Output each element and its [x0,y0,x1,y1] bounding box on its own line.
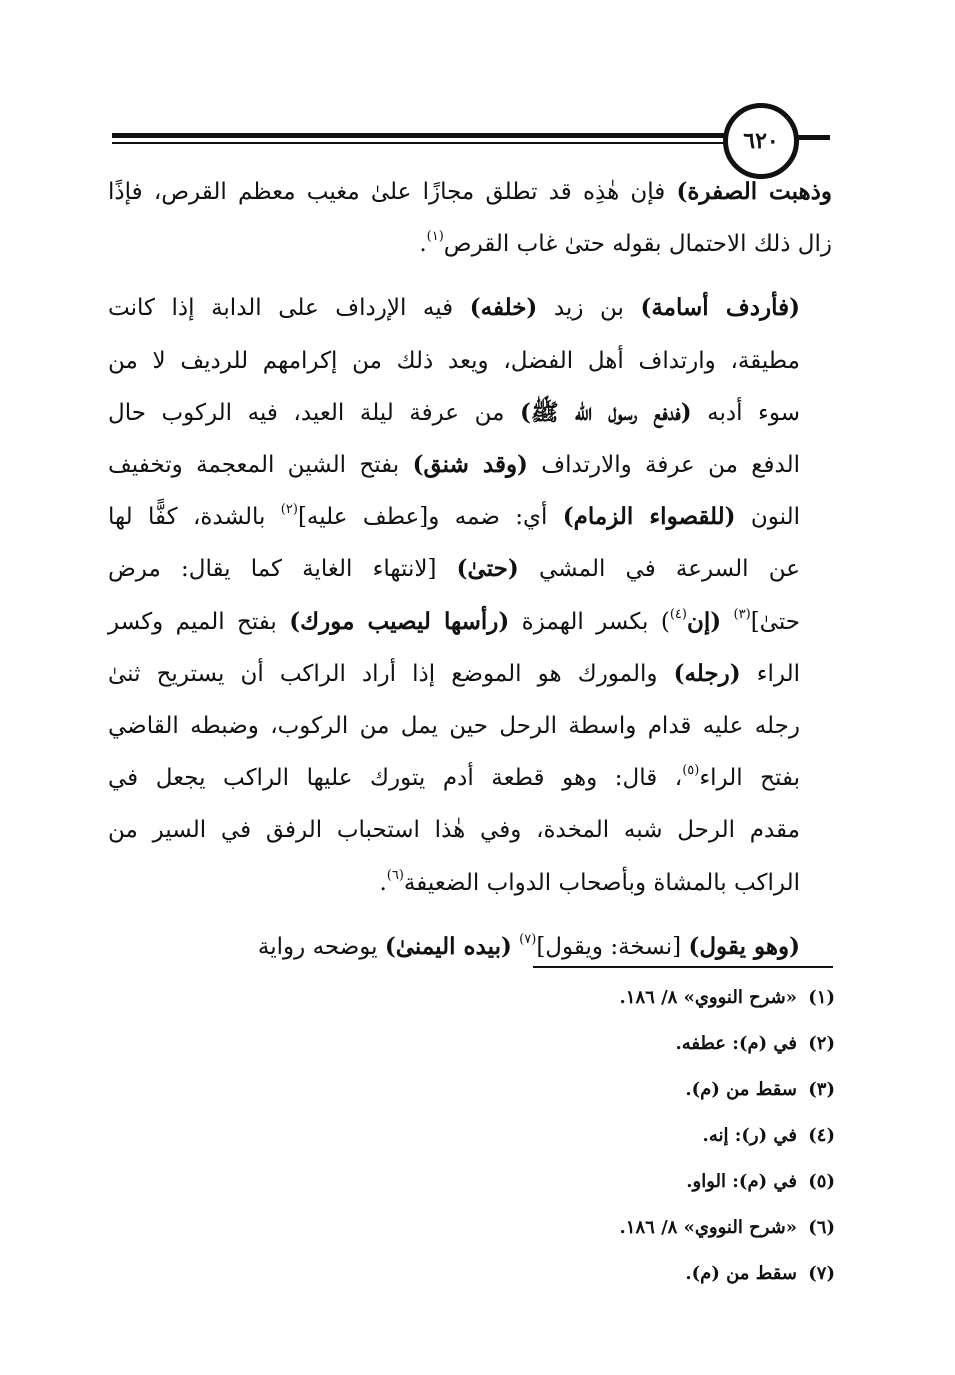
footnote-marker: (١) [426,229,444,245]
commentary-text: بفتح الراء [699,765,800,792]
commentary-text: بكسر الهمزة [509,608,661,635]
quoted-hadith-text: (رأسها ليصيب مورك) [289,607,510,635]
commentary-text [721,609,733,635]
footnote-text: «شرح النووي» ٨/ ١٨٦. [619,1217,797,1238]
commentary-text: والمورك هو الموضع إذا أراد الراكب أن يستريح ثنىٰ [108,660,674,687]
text-line [108,543,832,595]
footnote [300,1030,835,1076]
footnote [300,1076,835,1122]
commentary-text: الراكب بالمشاة وبأصحاب الدواب الضعيفة [403,869,800,896]
quoted-hadith-text: (خلفه) [469,294,538,322]
header-rule-thick [112,133,730,138]
footnote [300,1168,835,1214]
quoted-hadith-text: (إن [686,607,722,635]
text-line [108,439,832,491]
commentary-text: الراء [740,660,800,687]
footnote-text: سقط من (م). [685,1263,797,1284]
text-line [108,857,832,909]
footnote-marker: (٢) [280,502,298,518]
commentary-text: بن زيد [537,295,641,322]
quoted-hadith-text: (رجله) [673,659,741,687]
commentary-text: مطيقة، وارتداف أهل الفضل، ويعد ذلك من إكرامهم للرديف لا من [108,347,800,374]
commentary-text: ، قال: وهو قطعة أدم يتورك عليها الراكب يجعل في [108,765,683,792]
footnote-number: (٦) [808,1217,835,1238]
footnote-number: (٧) [808,1263,835,1284]
page-number: ٦٢٠ [743,128,779,154]
main-text [108,166,832,973]
commentary-text: أي: ضمه و[عطف عليه] [297,504,563,531]
quoted-hadith-text: وذهبت الصفرة) [676,178,832,205]
commentary-text: رجله عليه قدام واسطة الرحل حين يمل من الركوب، وضبطه القاضي [108,713,800,740]
footnote-text: «شرح النووي» ٨/ ١٨٦. [619,987,797,1008]
footnote-number: (٤) [808,1125,835,1146]
quoted-hadith-text: (وقد شنق) [412,451,528,479]
footnote-number: (١) [808,987,835,1008]
text-line [108,166,832,218]
text-line [108,491,832,543]
footnote-marker: (٤) [669,606,687,622]
quoted-hadith-text: (فأردف أسامة) [640,294,800,322]
commentary-text: بالشدة، كفًّا لها [108,504,281,531]
quoted-hadith-text: (وهو يقول) [688,932,800,960]
commentary-text: عن السرعة في المشي [518,556,800,583]
commentary-text: ) [660,608,670,635]
text-line [108,218,832,270]
footnote-marker: (٣) [733,606,751,622]
commentary-text: مقدم الرحل شبه المخدة، وفي هٰذا استحباب الرفق في السير من [108,817,800,844]
commentary-text: بفتح الميم وكسر [108,608,290,635]
footnote-text: في (م): عطفه. [675,1033,797,1054]
footnote [300,1122,835,1168]
commentary-text: زال ذلك الاحتمال بقوله حتىٰ غاب القرص [443,231,832,258]
footnote-number: (٣) [808,1079,835,1100]
commentary-text: يوضحه رواية [257,933,385,960]
footnote-separator [533,966,833,968]
footnote-number: (٥) [808,1171,835,1192]
footnote [300,1214,835,1260]
paragraph [108,282,832,908]
header-rule-stub [798,135,830,140]
commentary-text: فيه الإرداف على الدابة إذا كانت [108,295,470,322]
text-line [108,282,832,334]
footnote-marker: (٥) [682,763,700,779]
footnote-number: (٢) [808,1033,835,1054]
commentary-text: . [419,231,427,258]
commentary-text: فإن هٰذِه قد تطلق مجازًا علىٰ مغيب معظم القرص، فإذًا [108,179,677,205]
text-line [108,387,832,439]
commentary-text: حتىٰ] [750,608,800,635]
text-line [108,335,832,387]
commentary-text: من عرفة ليلة العيد، فيه الركوب حال [108,399,520,426]
commentary-text: [لانتهاء الغاية كما يقال: مرض [108,556,457,583]
commentary-text: [نسخة: ويقول] [536,933,689,960]
quoted-hadith-text: (بيده اليمنىٰ) [384,932,512,960]
quoted-hadith-text: (فدفع رسول الله ﷺ) [519,398,692,426]
quoted-hadith-text: (حتىٰ) [456,555,519,583]
footnote-marker: (٧) [519,931,537,947]
text-line [108,648,832,700]
text-line [108,804,832,856]
paragraph [108,166,832,270]
text-line [108,700,832,752]
text-line [108,596,832,648]
footnote [300,984,835,1030]
commentary-text: . [379,869,387,896]
footnote-text: في (ر): إنه. [702,1125,797,1146]
commentary-text: بفتح الشين المعجمة وتخفيف [108,452,413,479]
footnote [300,1260,835,1306]
commentary-text: النون [735,504,801,531]
header-rule-thin [112,142,730,144]
text-line [108,752,832,804]
commentary-text: سوء أدبه [691,399,801,426]
quoted-hadith-text: (للقصواء الزمام) [562,503,736,531]
footnote-marker: (٦) [386,867,404,883]
commentary-text: الدفع من عرفة والارتداف [527,452,801,479]
footnotes [300,984,835,1306]
footnote-text: سقط من (م). [685,1079,797,1100]
footnote-text: في (م): الواو. [686,1171,797,1192]
